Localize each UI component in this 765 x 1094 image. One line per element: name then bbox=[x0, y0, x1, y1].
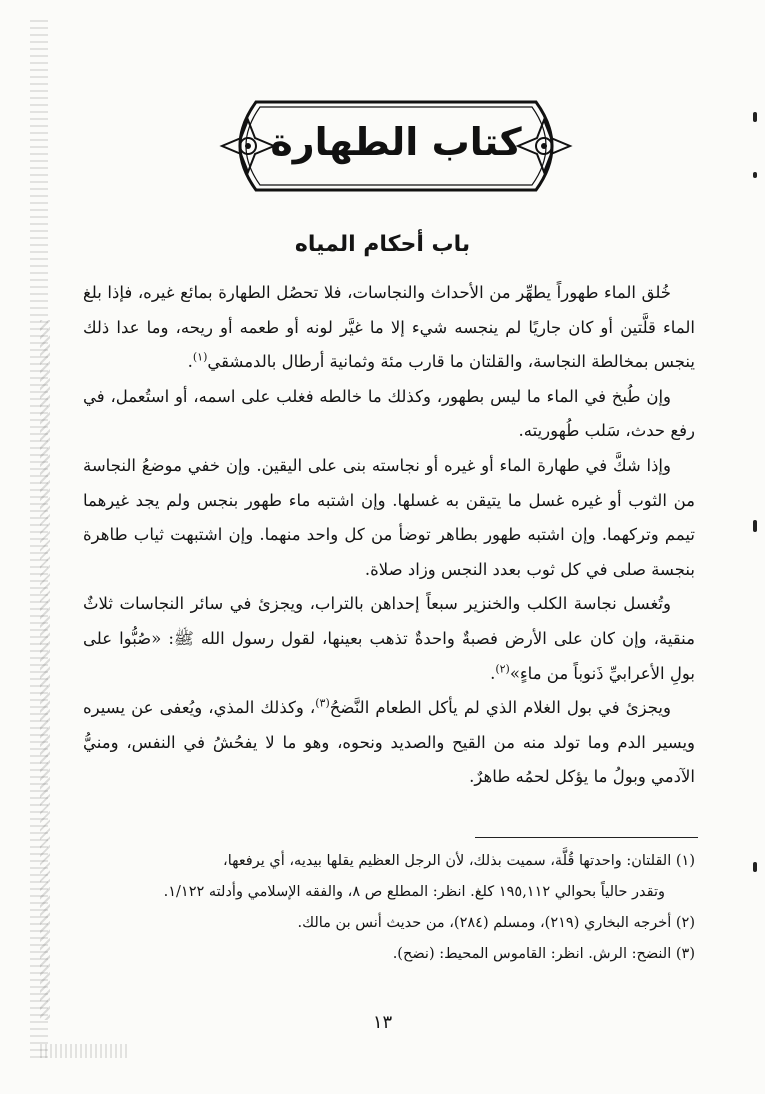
paragraph bbox=[83, 276, 695, 380]
paragraph-tail: . bbox=[187, 352, 193, 372]
paragraph-text: وإذا شكَّ في طهارة الماء أو غيره أو نجاسته بنى على اليقين. وإن خفي موضعُ النجاسة من الثوب أو غيره غسل ما يتيقن به غسلها. وإن اشتبه ماء طهور بنجس ولم يجد غيرهما تيمم وتركهما. وإن اشتبه طهور بطاهر توضأ من كل واحد منهما. وإن اشتبهت ثياب طاهرة بنجسة صلى في كل ثوب بعدد النجس وزاد صلاة. bbox=[83, 455, 695, 579]
paragraph-tail: . bbox=[490, 663, 496, 683]
paragraph bbox=[83, 380, 695, 449]
main-text bbox=[83, 276, 695, 795]
paragraph-text: وتُغسل نجاسة الكلب والخنزير سبعاً إحداهن بالتراب، ويجزئ في سائر النجاسات ثلاثٌ منقية، وإن كان على الأرض فصبةٌ واحدةٌ تذهب بعينها، لقول رسول الله ﷺ: «صُبُّوا على بولِ الأعرابيِّ ذَنوباً من ماءٍ» bbox=[83, 594, 695, 683]
paragraph-text: خُلق الماء طهوراً يطهِّر من الأحداث والنجاسات، فلا تحصُل الطهارة بمائع غيره، فإذا بلغ الماء قلَّتين أو كان جاريًا لم ينجسه شيء إلا ما غيَّر لونه أو طعمه أو ريحه، وما عدا ذلك ينجس بمخالطة النجاسة، والقلتان ما قارب مئة وثمانية أرطال بالدمشقي bbox=[83, 283, 695, 372]
paragraph bbox=[83, 691, 695, 795]
scan-edge-mark bbox=[753, 112, 757, 122]
book-title: كتاب الطهارة bbox=[270, 120, 522, 164]
scan-edge-mark bbox=[753, 520, 757, 532]
footnote-ref[interactable]: (٢) bbox=[495, 662, 510, 676]
footnote: (٢) أخرجه البخاري (٢١٩)، ومسلم (٢٨٤)، من حديث أنس بن مالك. bbox=[297, 915, 695, 931]
title-banner bbox=[216, 98, 576, 194]
footnote: (٣) النضح: الرش. انظر: القاموس المحيط: (نضح). bbox=[392, 946, 695, 962]
chapter-title: باب أحكام المياه bbox=[294, 232, 471, 257]
page-number: ١٣ bbox=[372, 1012, 393, 1033]
scan-smudge bbox=[40, 1044, 130, 1058]
scan-edge-pattern bbox=[40, 320, 50, 1020]
footnote-divider bbox=[475, 837, 698, 838]
footnote-continuation: وتقدر حالياً بحوالي ١٩٥,١١٢ كلغ. انظر: المطلع ص ٨، والفقه الإسلامي وأدلته ١/١٢٢. bbox=[163, 884, 665, 900]
footnote-ref[interactable]: (١) bbox=[192, 350, 208, 364]
footnote-ref[interactable]: (٣) bbox=[315, 696, 330, 710]
footnotes bbox=[83, 846, 695, 970]
paragraph-tail: ، وكذلك المذي، ويُعفى عن يسيره ويسير الدم وما تولد منه من القيح والصديد ونحوه، وهو ما لا يفحُشُ في النفس، ومنيُّ الآدمي وبولُ ما يؤكل لحمُه طاهرٌ. bbox=[83, 698, 696, 787]
paragraph-text: ويجزئ في بول الغلام الذي لم يأكل الطعام النَّضحُ bbox=[329, 698, 671, 718]
scan-edge-mark bbox=[753, 172, 757, 178]
scan-edge-mark bbox=[753, 862, 757, 872]
footnote: (١) القلتان: واحدتها قُلَّة، سميت بذلك، لأن الرجل العظيم يقلها بيديه، أي يرفعها، bbox=[223, 853, 695, 869]
paragraph-text: وإن طُبخ في الماء ما ليس بطهور، وكذلك ما خالطه فغلب على اسمه، أو استُعمل، في رفع حدث، سَلب طُهوريته. bbox=[83, 386, 695, 441]
paragraph bbox=[83, 587, 695, 691]
paragraph bbox=[83, 449, 695, 587]
